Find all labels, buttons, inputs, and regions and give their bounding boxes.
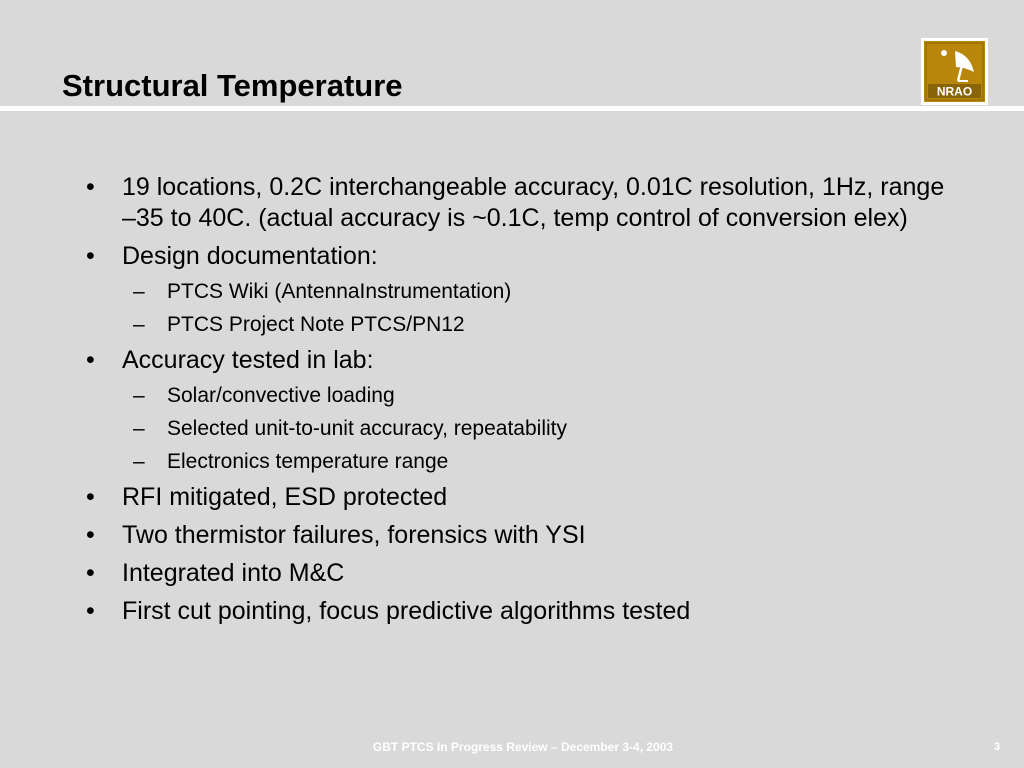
bullet-text: PTCS Project Note PTCS/PN12: [167, 313, 465, 336]
sub-bullet-item: [86, 279, 946, 305]
bullet-item: [86, 482, 946, 513]
bullet-text: RFI mitigated, ESD protected: [122, 483, 448, 511]
bullet-marker: •: [86, 242, 95, 270]
footer-text: GBT PTCS In Progress Review – December 3-4, 2003: [372, 740, 674, 754]
nrao-logo: [921, 38, 988, 105]
bullet-list: [86, 172, 946, 634]
bullet-text: Design documentation:: [122, 242, 378, 270]
bullet-marker: •: [86, 173, 95, 201]
bullet-marker: •: [86, 559, 95, 587]
bullet-text: 19 locations, 0.2C interchangeable accuracy, 0.01C resolution, 1Hz, range –35 to 40C. (actual accuracy is ~0.1C, temp control of conversion elex): [122, 173, 945, 232]
bullet-text: Accuracy tested in lab:: [122, 346, 374, 374]
bullet-text: Integrated into M&C: [122, 559, 345, 587]
bullet-marker: •: [86, 521, 95, 549]
dash-marker: –: [133, 450, 145, 473]
page-number: 3: [994, 741, 1001, 753]
bullet-text: PTCS Wiki (AntennaInstrumentation): [167, 280, 512, 303]
bullet-item: [86, 241, 946, 272]
bullet-text: Solar/convective loading: [167, 384, 395, 407]
bullet-text: Two thermistor failures, forensics with YSI: [122, 521, 586, 549]
sub-bullet-item: [86, 383, 946, 409]
bullet-text: Selected unit-to-unit accuracy, repeatability: [167, 417, 567, 440]
bullet-item: [86, 172, 946, 234]
bullet-item: [86, 520, 946, 551]
bullet-text: First cut pointing, focus predictive algorithms tested: [122, 597, 691, 625]
bullet-item: [86, 596, 946, 627]
bullet-item: [86, 345, 946, 376]
dash-marker: –: [133, 280, 145, 303]
dash-marker: –: [133, 417, 145, 440]
svg-text:NRAO: NRAO: [936, 84, 973, 99]
sub-bullet-item: [86, 312, 946, 338]
bullet-marker: •: [86, 346, 95, 374]
slide-title: Structural Temperature: [62, 68, 403, 103]
dash-marker: –: [133, 313, 145, 336]
bullet-marker: •: [86, 597, 95, 625]
sub-bullet-item: [86, 449, 946, 475]
dash-marker: –: [133, 384, 145, 407]
bullet-item: [86, 558, 946, 589]
nrao-logo-icon: [924, 41, 985, 102]
bullet-text: Electronics temperature range: [167, 450, 449, 473]
sub-bullet-item: [86, 416, 946, 442]
bullet-marker: •: [86, 483, 95, 511]
title-divider: [0, 106, 1024, 111]
